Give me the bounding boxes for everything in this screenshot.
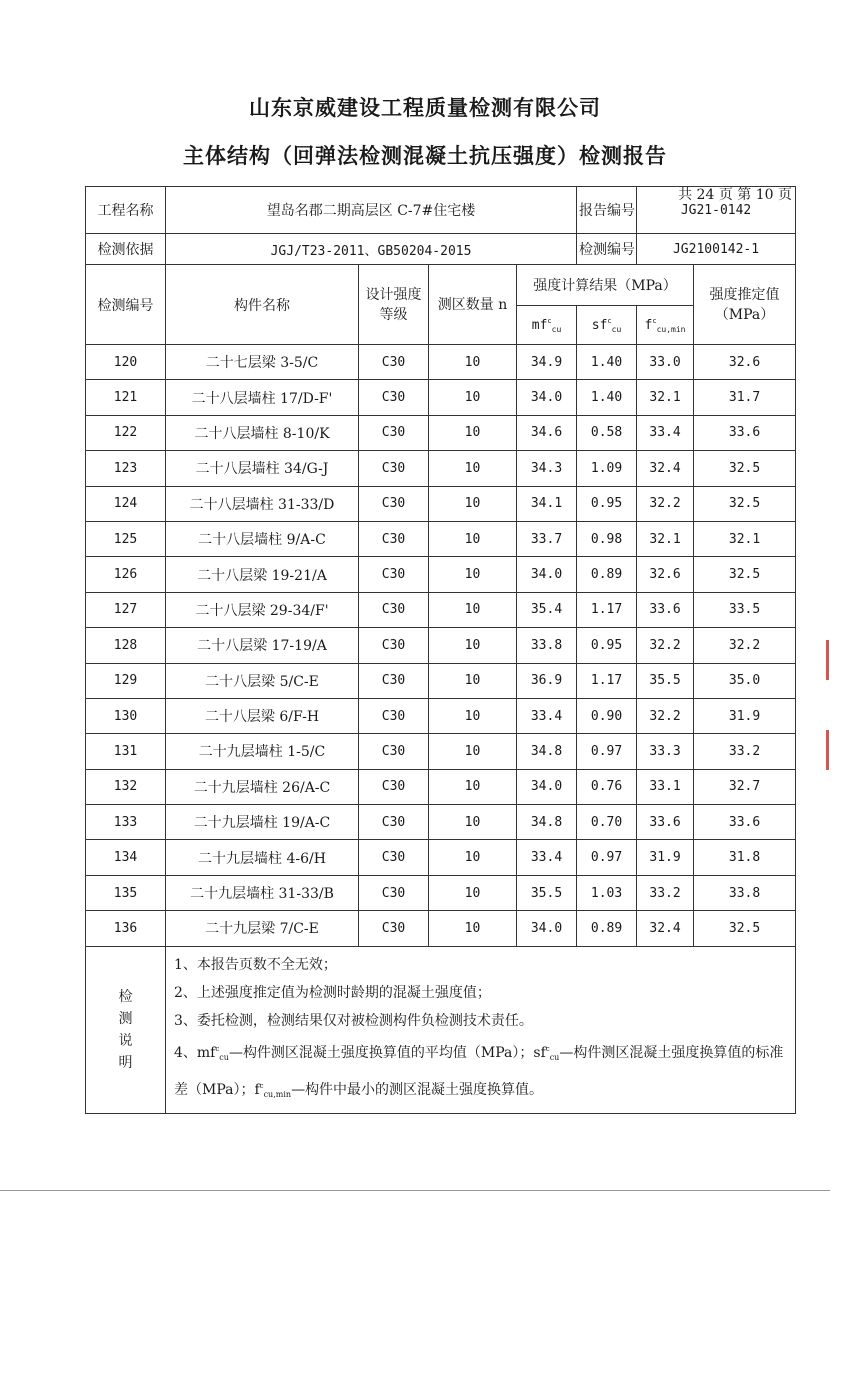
table-row	[86, 734, 796, 769]
cell-id: 120	[86, 345, 166, 380]
cell-grade: C30	[359, 805, 429, 840]
col-header-fmin: $f^c_{cu,min}$	[637, 306, 694, 345]
notes-row	[86, 946, 796, 1113]
cell-id: 134	[86, 840, 166, 875]
cell-fmin: 32.6	[637, 557, 694, 592]
cell-n: 10	[429, 663, 517, 698]
cell-est: 32.1	[694, 521, 796, 556]
note-2: 2、上述强度推定值为检测时龄期的混凝土强度值；	[174, 984, 491, 1001]
cell-fmin: 33.6	[637, 805, 694, 840]
cell-est: 31.8	[694, 840, 796, 875]
cell-id: 126	[86, 557, 166, 592]
note-1: 1、本报告页数不全无效；	[174, 956, 337, 973]
cell-sf: 1.17	[577, 592, 637, 627]
table-row	[86, 592, 796, 627]
cell-sf: 0.76	[577, 769, 637, 804]
info-row-basis	[86, 234, 796, 265]
cell-n: 10	[429, 911, 517, 946]
cell-est: 31.9	[694, 698, 796, 733]
cell-n: 10	[429, 805, 517, 840]
cell-name: 二十九层墙柱 19/A-C	[166, 805, 359, 840]
cell-fmin: 33.6	[637, 592, 694, 627]
cell-fmin: 32.2	[637, 486, 694, 521]
cell-fmin: 33.2	[637, 875, 694, 910]
cell-n: 10	[429, 840, 517, 875]
cell-n: 10	[429, 415, 517, 450]
cell-sf: 0.89	[577, 557, 637, 592]
info-row-project	[86, 187, 796, 234]
cell-est: 33.2	[694, 734, 796, 769]
cell-name: 二十八层梁 19-21/A	[166, 557, 359, 592]
cell-id: 122	[86, 415, 166, 450]
cell-fmin: 32.1	[637, 380, 694, 415]
cell-est: 33.6	[694, 415, 796, 450]
test-no: JG2100142-1	[637, 234, 796, 265]
cell-grade: C30	[359, 911, 429, 946]
table-row	[86, 380, 796, 415]
table-row	[86, 486, 796, 521]
cell-mf: 34.9	[517, 345, 577, 380]
cell-grade: C30	[359, 875, 429, 910]
cell-mf: 34.0	[517, 380, 577, 415]
table-row	[86, 805, 796, 840]
cell-mf: 33.8	[517, 628, 577, 663]
stamp-mark	[826, 730, 839, 770]
table-row	[86, 557, 796, 592]
col-header-zones: 测区数量 n	[429, 265, 517, 345]
cell-n: 10	[429, 486, 517, 521]
cell-id: 130	[86, 698, 166, 733]
cell-name: 二十八层墙柱 9/A-C	[166, 521, 359, 556]
cell-mf: 34.0	[517, 557, 577, 592]
cell-mf: 34.3	[517, 451, 577, 486]
cell-grade: C30	[359, 557, 429, 592]
cell-fmin: 32.4	[637, 911, 694, 946]
stamp-mark	[826, 640, 839, 680]
cell-n: 10	[429, 451, 517, 486]
cell-name: 二十八层墙柱 34/G-J	[166, 451, 359, 486]
cell-id: 127	[86, 592, 166, 627]
table-row	[86, 875, 796, 910]
basis-label: 检测依据	[86, 234, 166, 265]
cell-sf: 0.95	[577, 486, 637, 521]
cell-mf: 33.7	[517, 521, 577, 556]
table-row	[86, 628, 796, 663]
cell-id: 125	[86, 521, 166, 556]
table-row	[86, 911, 796, 946]
cell-name: 二十九层梁 7/C-E	[166, 911, 359, 946]
cell-est: 33.8	[694, 875, 796, 910]
cell-mf: 34.8	[517, 805, 577, 840]
cell-fmin: 32.1	[637, 521, 694, 556]
report-table	[85, 186, 796, 1114]
cell-est: 32.7	[694, 769, 796, 804]
cell-name: 二十八层梁 17-19/A	[166, 628, 359, 663]
cell-fmin: 31.9	[637, 840, 694, 875]
cell-sf: 1.03	[577, 875, 637, 910]
cell-n: 10	[429, 875, 517, 910]
cell-est: 32.5	[694, 486, 796, 521]
cell-n: 10	[429, 628, 517, 663]
cell-sf: 0.98	[577, 521, 637, 556]
cell-sf: 0.95	[577, 628, 637, 663]
cell-grade: C30	[359, 663, 429, 698]
notes-label: 检测说明	[86, 946, 166, 1113]
report-title: 主体结构（回弹法检测混凝土抗压强度）检测报告	[183, 143, 667, 168]
cell-mf: 33.4	[517, 698, 577, 733]
cell-est: 32.5	[694, 451, 796, 486]
cell-id: 124	[86, 486, 166, 521]
cell-grade: C30	[359, 734, 429, 769]
cell-n: 10	[429, 345, 517, 380]
cell-n: 10	[429, 698, 517, 733]
cell-mf: 35.5	[517, 875, 577, 910]
cell-sf: 0.70	[577, 805, 637, 840]
cell-fmin: 32.2	[637, 628, 694, 663]
cell-sf: 1.40	[577, 380, 637, 415]
cell-name: 二十八层墙柱 17/D-F'	[166, 380, 359, 415]
cell-id: 121	[86, 380, 166, 415]
cell-mf: 34.0	[517, 769, 577, 804]
col-header-calc-group: 强度计算结果（MPa）	[517, 265, 694, 306]
cell-grade: C30	[359, 380, 429, 415]
cell-name: 二十八层梁 29-34/F'	[166, 592, 359, 627]
cell-name: 二十七层梁 3-5/C	[166, 345, 359, 380]
cell-grade: C30	[359, 769, 429, 804]
cell-est: 32.2	[694, 628, 796, 663]
cell-id: 131	[86, 734, 166, 769]
page-bottom-rule	[0, 1190, 830, 1191]
cell-fmin: 32.4	[637, 451, 694, 486]
cell-fmin: 32.2	[637, 698, 694, 733]
table-row	[86, 451, 796, 486]
cell-mf: 33.4	[517, 840, 577, 875]
cell-sf: 0.89	[577, 911, 637, 946]
cell-id: 136	[86, 911, 166, 946]
basis: JGJ/T23-2011、GB50204-2015	[166, 234, 577, 265]
cell-grade: C30	[359, 521, 429, 556]
table-row	[86, 663, 796, 698]
cell-id: 128	[86, 628, 166, 663]
table-row	[86, 698, 796, 733]
cell-grade: C30	[359, 486, 429, 521]
col-header-sf: $sf^c_{cu}$	[577, 306, 637, 345]
cell-name: 二十九层墙柱 4-6/H	[166, 840, 359, 875]
cell-fmin: 33.1	[637, 769, 694, 804]
cell-mf: 34.0	[517, 911, 577, 946]
cell-n: 10	[429, 557, 517, 592]
cell-id: 132	[86, 769, 166, 804]
cell-grade: C30	[359, 345, 429, 380]
cell-est: 32.5	[694, 557, 796, 592]
cell-sf: 0.90	[577, 698, 637, 733]
table-row	[86, 769, 796, 804]
cell-fmin: 33.3	[637, 734, 694, 769]
col-header-name: 构件名称	[166, 265, 359, 345]
cell-est: 31.7	[694, 380, 796, 415]
cell-sf: 1.40	[577, 345, 637, 380]
cell-mf: 34.1	[517, 486, 577, 521]
cell-est: 32.6	[694, 345, 796, 380]
report-no-label: 报告编号	[577, 187, 637, 234]
cell-name: 二十九层墙柱 31-33/B	[166, 875, 359, 910]
cell-id: 133	[86, 805, 166, 840]
test-no-label: 检测编号	[577, 234, 637, 265]
cell-sf: 1.09	[577, 451, 637, 486]
cell-id: 129	[86, 663, 166, 698]
cell-n: 10	[429, 380, 517, 415]
table-row	[86, 345, 796, 380]
cell-name: 二十八层墙柱 31-33/D	[166, 486, 359, 521]
cell-name: 二十九层墙柱 26/A-C	[166, 769, 359, 804]
report-no: JG21-0142	[637, 187, 796, 234]
cell-sf: 1.17	[577, 663, 637, 698]
cell-sf: 0.97	[577, 840, 637, 875]
company-name: 山东京威建设工程质量检测有限公司	[249, 95, 601, 120]
cell-est: 35.0	[694, 663, 796, 698]
col-header-estimate: 强度推定值（MPa）	[694, 265, 796, 345]
cell-grade: C30	[359, 698, 429, 733]
cell-mf: 35.4	[517, 592, 577, 627]
cell-mf: 34.8	[517, 734, 577, 769]
cell-fmin: 35.5	[637, 663, 694, 698]
cell-name: 二十八层墙柱 8-10/K	[166, 415, 359, 450]
cell-name: 二十九层墙柱 1-5/C	[166, 734, 359, 769]
project-name: 望岛名郡二期高层区 C-7#住宅楼	[166, 187, 577, 234]
cell-sf: 0.97	[577, 734, 637, 769]
cell-est: 33.6	[694, 805, 796, 840]
cell-grade: C30	[359, 592, 429, 627]
cell-name: 二十八层梁 5/C-E	[166, 663, 359, 698]
cell-id: 123	[86, 451, 166, 486]
cell-name: 二十八层梁 6/F-H	[166, 698, 359, 733]
col-header-mf: $mf^c_{cu}$	[517, 306, 577, 345]
cell-fmin: 33.4	[637, 415, 694, 450]
col-header-id: 检测编号	[86, 265, 166, 345]
cell-id: 135	[86, 875, 166, 910]
cell-est: 33.5	[694, 592, 796, 627]
cell-grade: C30	[359, 451, 429, 486]
cell-n: 10	[429, 734, 517, 769]
note-3: 3、委托检测，检测结果仅对被检测构件负检测技术责任。	[174, 1012, 533, 1029]
column-header-row	[86, 265, 796, 306]
col-header-grade: 设计强度等级	[359, 265, 429, 345]
cell-n: 10	[429, 592, 517, 627]
notes-content	[166, 946, 796, 1113]
cell-grade: C30	[359, 840, 429, 875]
table-row	[86, 521, 796, 556]
cell-est: 32.5	[694, 911, 796, 946]
cell-n: 10	[429, 769, 517, 804]
cell-mf: 36.9	[517, 663, 577, 698]
cell-n: 10	[429, 521, 517, 556]
table-row	[86, 840, 796, 875]
project-name-label: 工程名称	[86, 187, 166, 234]
table-row	[86, 415, 796, 450]
cell-mf: 34.6	[517, 415, 577, 450]
cell-grade: C30	[359, 415, 429, 450]
cell-fmin: 33.0	[637, 345, 694, 380]
cell-sf: 0.58	[577, 415, 637, 450]
note-4: 4、$mf^c_{cu}—$构件测区混凝土强度换算值的平均值（MPa）；$sf^c_{cu}—$构件测区混凝土强度换算值的标准差（MPa）；$f^c_{cu,min}—$构件中最小的测区混凝土强度换算值。	[174, 1044, 784, 1099]
cell-grade: C30	[359, 628, 429, 663]
page-info: 共 24 页 第 10 页	[678, 187, 792, 203]
